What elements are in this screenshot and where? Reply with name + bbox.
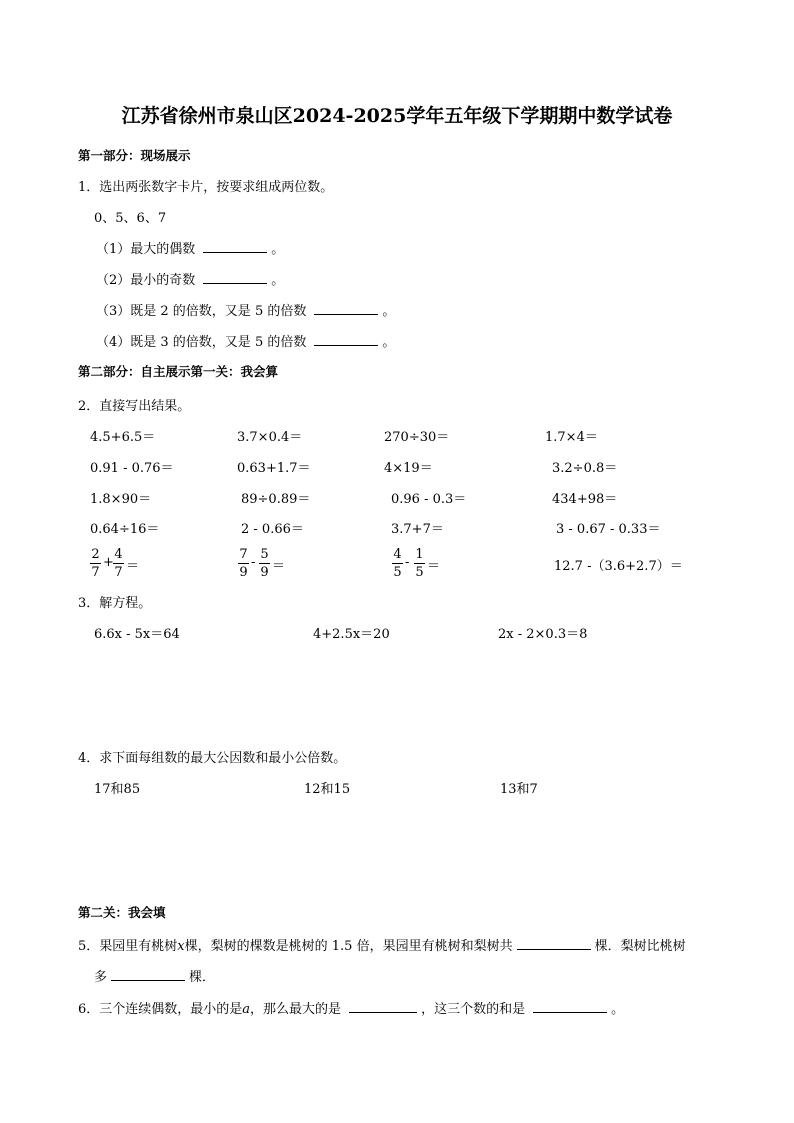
fraction-operator: -: [251, 555, 256, 570]
calc-item: 2 - 0.66＝: [241, 522, 304, 537]
answer-blank[interactable]: [111, 968, 185, 981]
calc-item: 3.7+7＝: [391, 522, 444, 537]
fraction: 1 5: [415, 547, 424, 580]
calc-item: 4×19＝: [384, 461, 433, 476]
answer-blank[interactable]: [349, 1000, 417, 1013]
fraction-operator: -: [405, 555, 410, 570]
calc-item: 1.8×90＝: [90, 492, 152, 507]
question-5-line2: 多 棵．: [94, 970, 216, 985]
number-group: 13和7: [500, 782, 538, 797]
question-4-stem: 4．求下面每组数的最大公因数和最小公倍数。: [78, 751, 347, 766]
number-group: 17和85: [94, 782, 141, 797]
question-6: 6．三个连续偶数，最小的是a，那么最大的是 ，这三个数的和是 。: [78, 1002, 625, 1017]
question-1-sub2: （2）最小的奇数 。: [96, 273, 285, 288]
answer-blank[interactable]: [314, 302, 378, 315]
answer-blank[interactable]: [533, 1000, 607, 1013]
answer-blank[interactable]: [203, 271, 267, 284]
question-1-sub4: （4）既是 3 的倍数，又是 5 的倍数 。: [96, 335, 396, 350]
fraction: 4 7: [114, 547, 123, 580]
answer-blank[interactable]: [314, 333, 378, 346]
section-heading-part1: 第一部分：现场展示: [78, 148, 191, 163]
equation: 2x - 2×0.3＝8: [498, 627, 588, 642]
question-3-stem: 3．解方程。: [78, 596, 152, 611]
calc-item: 12.7 -（3.6+2.7）＝: [554, 559, 683, 574]
question-1-cards: 0、5、6、7: [94, 211, 167, 226]
calc-item: 0.91 - 0.76＝: [90, 461, 174, 476]
equation: 6.6x - 5x＝64: [94, 627, 180, 642]
calc-item: 270÷30＝: [384, 430, 450, 445]
calc-item: 0.63+1.7＝: [237, 461, 311, 476]
calc-item: 3.7×0.4＝: [237, 430, 303, 445]
calc-item: 4.5+6.5＝: [90, 430, 156, 445]
equation: 4+2.5x＝20: [313, 627, 390, 642]
number-group: 12和15: [304, 782, 351, 797]
calc-item: 89÷0.89＝: [241, 492, 311, 507]
calc-item: 3 - 0.67 - 0.33＝: [556, 522, 661, 537]
calc-item: 434+98＝: [552, 492, 618, 507]
calc-item: 0.96 - 0.3＝: [391, 492, 467, 507]
calc-item: 1.7×4＝: [545, 430, 598, 445]
fraction-operator: +: [103, 555, 114, 570]
section-heading-part2: 第二部分：自主展示第一关：我会算: [78, 364, 279, 379]
fraction: 2 7: [91, 547, 100, 580]
page-title: 江苏省徐州市泉山区2024-2025学年五年级下学期期中数学试卷: [121, 105, 673, 127]
question-2-stem: 2．直接写出结果。: [78, 399, 191, 414]
section-heading-part3: 第二关：我会填: [78, 905, 166, 920]
fraction: 7 9: [239, 547, 248, 580]
question-1-sub3: （3）既是 2 的倍数，又是 5 的倍数 。: [96, 304, 396, 319]
equals-sign: ＝: [126, 559, 140, 574]
equals-sign: ＝: [427, 559, 441, 574]
fraction: 4 5: [393, 547, 402, 580]
fraction: 5 9: [260, 547, 269, 580]
answer-blank[interactable]: [517, 937, 591, 950]
equals-sign: ＝: [272, 559, 286, 574]
question-5-line1: 5．果园里有桃树x棵，梨树的棵数是桃树的 1.5 倍，果园里有桃树和梨树共 棵．梨树比桃树: [78, 939, 686, 954]
calc-item: 3.2÷0.8＝: [552, 461, 618, 476]
question-1-stem: 1．选出两张数字卡片，按要求组成两位数。: [78, 180, 334, 195]
question-1-sub1: （1）最大的偶数 。: [96, 242, 285, 257]
answer-blank[interactable]: [203, 240, 267, 253]
calc-item: 0.64÷16＝: [90, 522, 160, 537]
